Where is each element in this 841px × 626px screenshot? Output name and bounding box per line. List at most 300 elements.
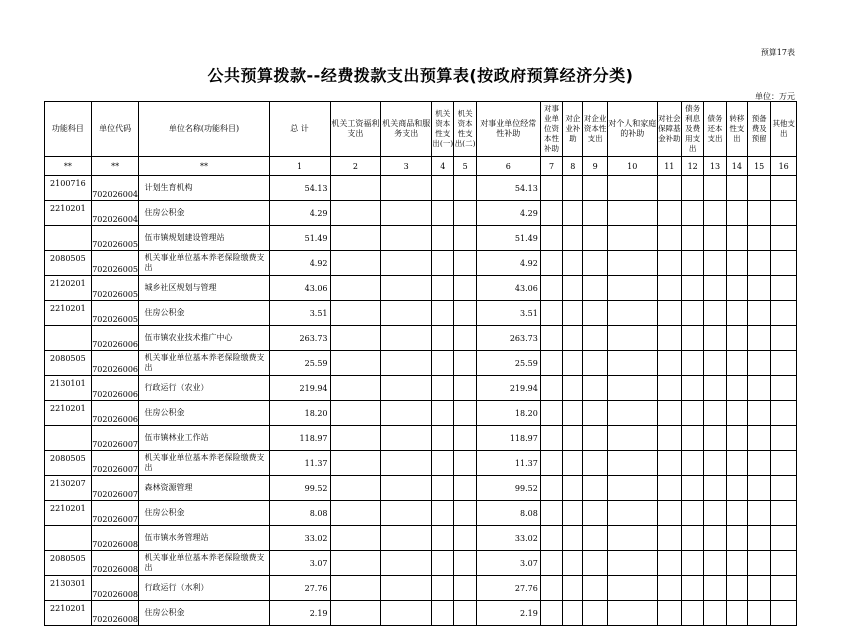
total-cell: 118.97 [269, 426, 330, 451]
amount-cell [583, 301, 607, 326]
amount-cell [771, 176, 797, 201]
table-row [45, 501, 797, 526]
amount-cell [748, 251, 771, 276]
amount-cell [454, 301, 476, 326]
amount-cell [454, 376, 476, 401]
unit-code-cell: 702026007 [91, 451, 139, 476]
amount-cell [704, 226, 726, 251]
col-header: 机关商品和服务支出 [381, 102, 432, 157]
amount-cell [583, 476, 607, 501]
amount-cell: 4.92 [476, 251, 540, 276]
amount-cell [607, 576, 657, 601]
index-cell: ** [91, 157, 139, 176]
amount-cell [682, 326, 704, 351]
table-row [45, 451, 797, 476]
page-title: 公共预算拨款--经费拨款支出预算表(按政府预算经济分类) [207, 66, 634, 85]
amount-cell [381, 376, 432, 401]
amount-cell [540, 576, 562, 601]
amount-cell [432, 526, 454, 551]
amount-cell [657, 451, 681, 476]
amount-cell [682, 601, 704, 626]
amount-cell [432, 176, 454, 201]
amount-cell [454, 451, 476, 476]
amount-cell [540, 301, 562, 326]
table-row [45, 176, 797, 201]
amount-cell: 263.73 [476, 326, 540, 351]
index-row [45, 157, 797, 176]
unit-code-cell: 702026005 [91, 251, 139, 276]
amount-cell [657, 376, 681, 401]
amount-cell [583, 526, 607, 551]
col-header: 对企业补助 [563, 102, 583, 157]
amount-cell [540, 426, 562, 451]
amount-cell [657, 426, 681, 451]
amount-cell [657, 576, 681, 601]
amount-cell [563, 576, 583, 601]
index-cell: 5 [454, 157, 476, 176]
amount-cell [771, 326, 797, 351]
amount-cell [330, 301, 381, 326]
amount-cell [682, 426, 704, 451]
amount-cell [454, 201, 476, 226]
amount-cell [771, 276, 797, 301]
table-row [45, 401, 797, 426]
unit-name-cell: 机关事业单位基本养老保险缴费支出 [139, 551, 269, 576]
amount-cell [726, 226, 747, 251]
amount-cell [540, 376, 562, 401]
unit-name-cell: 森林资源管理 [139, 476, 269, 501]
amount-cell [432, 601, 454, 626]
amount-cell [563, 551, 583, 576]
unit-name-cell: 住房公积金 [139, 401, 269, 426]
amount-cell [704, 401, 726, 426]
amount-cell [563, 401, 583, 426]
amount-cell [381, 176, 432, 201]
amount-cell [330, 351, 381, 376]
amount-cell [330, 276, 381, 301]
amount-cell [748, 276, 771, 301]
amount-cell [771, 601, 797, 626]
amount-cell [381, 351, 432, 376]
index-cell: 4 [432, 157, 454, 176]
amount-cell [771, 576, 797, 601]
amount-cell [682, 201, 704, 226]
amount-cell [657, 551, 681, 576]
total-cell: 18.20 [269, 401, 330, 426]
amount-cell [330, 476, 381, 501]
index-cell: 16 [771, 157, 797, 176]
amount-cell [583, 376, 607, 401]
amount-cell [607, 526, 657, 551]
col-header: 其他支出 [771, 102, 797, 157]
amount-cell [583, 551, 607, 576]
amount-cell [682, 501, 704, 526]
total-cell: 3.07 [269, 551, 330, 576]
total-cell: 3.51 [269, 301, 330, 326]
unit-name-cell: 伍市镇林业工作站 [139, 426, 269, 451]
amount-cell [454, 576, 476, 601]
col-header: 预备费及预留 [748, 102, 771, 157]
amount-cell [657, 326, 681, 351]
amount-cell [771, 351, 797, 376]
index-cell: 13 [704, 157, 726, 176]
amount-cell [330, 526, 381, 551]
amount-cell [748, 226, 771, 251]
unit-name-cell: 机关事业单位基本养老保险缴费支出 [139, 351, 269, 376]
amount-cell [726, 376, 747, 401]
amount-cell [607, 251, 657, 276]
index-cell: 15 [748, 157, 771, 176]
unit-name-cell: 机关事业单位基本养老保险缴费支出 [139, 451, 269, 476]
function-code-cell: 2210201 [45, 401, 92, 426]
amount-cell [330, 451, 381, 476]
total-cell: 2.19 [269, 601, 330, 626]
amount-cell: 99.52 [476, 476, 540, 501]
unit-code-cell: 702026007 [91, 426, 139, 451]
total-cell: 43.06 [269, 276, 330, 301]
amount-cell [726, 401, 747, 426]
amount-cell [583, 226, 607, 251]
amount-cell: 219.94 [476, 376, 540, 401]
amount-cell [682, 226, 704, 251]
amount-cell [657, 526, 681, 551]
unit-code-cell: 702026007 [91, 476, 139, 501]
col-header: 债务还本支出 [704, 102, 726, 157]
amount-cell: 18.20 [476, 401, 540, 426]
unit-code-cell: 702026006 [91, 376, 139, 401]
amount-cell [454, 426, 476, 451]
amount-cell [583, 326, 607, 351]
amount-cell [771, 226, 797, 251]
amount-cell [607, 551, 657, 576]
amount-cell [657, 276, 681, 301]
amount-cell [607, 301, 657, 326]
unit-code-cell: 702026006 [91, 401, 139, 426]
amount-cell [771, 501, 797, 526]
table-row [45, 251, 797, 276]
unit-name-cell: 行政运行（农业） [139, 376, 269, 401]
unit-name-cell: 住房公积金 [139, 601, 269, 626]
amount-cell [657, 351, 681, 376]
amount-cell [381, 526, 432, 551]
table-row [45, 426, 797, 451]
total-cell: 25.59 [269, 351, 330, 376]
amount-cell [682, 526, 704, 551]
amount-cell [607, 326, 657, 351]
amount-cell [682, 276, 704, 301]
amount-cell [381, 251, 432, 276]
amount-cell [771, 451, 797, 476]
amount-cell [583, 576, 607, 601]
amount-cell [330, 401, 381, 426]
amount-cell [540, 326, 562, 351]
amount-cell [748, 376, 771, 401]
amount-cell [771, 526, 797, 551]
total-cell: 27.76 [269, 576, 330, 601]
amount-cell: 33.02 [476, 526, 540, 551]
index-cell: 2 [330, 157, 381, 176]
function-code-cell: 2130101 [45, 376, 92, 401]
table-row [45, 276, 797, 301]
total-cell: 219.94 [269, 376, 330, 401]
unit-code-cell: 702026004 [91, 176, 139, 201]
unit-label: 单位：万元 [755, 92, 795, 101]
amount-cell [330, 501, 381, 526]
col-header: 对事业单位经常性补助 [476, 102, 540, 157]
index-cell: ** [139, 157, 269, 176]
amount-cell [607, 226, 657, 251]
function-code-cell: 2210201 [45, 301, 92, 326]
amount-cell [583, 451, 607, 476]
amount-cell [657, 476, 681, 501]
amount-cell [454, 526, 476, 551]
index-cell: ** [45, 157, 92, 176]
unit-name-cell: 计划生育机构 [139, 176, 269, 201]
amount-cell [330, 176, 381, 201]
amount-cell [381, 201, 432, 226]
amount-cell [381, 501, 432, 526]
total-cell: 33.02 [269, 526, 330, 551]
unit-code-cell: 702026005 [91, 226, 139, 251]
amount-cell [704, 351, 726, 376]
amount-cell [381, 401, 432, 426]
amount-cell [748, 426, 771, 451]
amount-cell [748, 551, 771, 576]
amount-cell [330, 576, 381, 601]
function-code-cell: 2130207 [45, 476, 92, 501]
amount-cell [381, 576, 432, 601]
amount-cell [704, 601, 726, 626]
amount-cell [540, 601, 562, 626]
index-cell: 12 [682, 157, 704, 176]
amount-cell [454, 501, 476, 526]
amount-cell [432, 551, 454, 576]
total-cell: 51.49 [269, 226, 330, 251]
amount-cell [657, 201, 681, 226]
amount-cell [726, 176, 747, 201]
unit-code-cell: 702026006 [91, 351, 139, 376]
amount-cell [432, 376, 454, 401]
amount-cell [771, 476, 797, 501]
amount-cell: 27.76 [476, 576, 540, 601]
amount-cell: 8.08 [476, 501, 540, 526]
amount-cell [704, 251, 726, 276]
amount-cell [726, 601, 747, 626]
amount-cell [381, 451, 432, 476]
amount-cell [540, 176, 562, 201]
amount-cell [563, 226, 583, 251]
amount-cell [682, 351, 704, 376]
amount-cell [432, 301, 454, 326]
amount-cell [583, 176, 607, 201]
amount-cell [563, 501, 583, 526]
amount-cell [771, 201, 797, 226]
amount-cell [454, 251, 476, 276]
function-code-cell: 2210201 [45, 201, 92, 226]
amount-cell [563, 251, 583, 276]
amount-cell [540, 401, 562, 426]
amount-cell: 51.49 [476, 226, 540, 251]
amount-cell [330, 201, 381, 226]
amount-cell [771, 251, 797, 276]
amount-cell [583, 601, 607, 626]
amount-cell [607, 376, 657, 401]
amount-cell [454, 551, 476, 576]
amount-cell [607, 451, 657, 476]
function-code-cell: 2210201 [45, 501, 92, 526]
amount-cell [682, 576, 704, 601]
amount-cell [704, 501, 726, 526]
amount-cell [432, 401, 454, 426]
amount-cell [726, 201, 747, 226]
index-cell: 3 [381, 157, 432, 176]
amount-cell [563, 301, 583, 326]
amount-cell [704, 326, 726, 351]
amount-cell [607, 601, 657, 626]
table-row [45, 301, 797, 326]
total-cell: 4.92 [269, 251, 330, 276]
amount-cell [381, 476, 432, 501]
amount-cell [563, 526, 583, 551]
index-cell: 7 [540, 157, 562, 176]
amount-cell [330, 326, 381, 351]
amount-cell [704, 201, 726, 226]
amount-cell [607, 351, 657, 376]
unit-code-cell: 702026005 [91, 301, 139, 326]
amount-cell: 3.07 [476, 551, 540, 576]
amount-cell [682, 551, 704, 576]
amount-cell [432, 476, 454, 501]
total-cell: 54.13 [269, 176, 330, 201]
amount-cell [607, 476, 657, 501]
amount-cell [682, 451, 704, 476]
amount-cell: 3.51 [476, 301, 540, 326]
amount-cell [454, 351, 476, 376]
col-header: 单位代码 [91, 102, 139, 157]
amount-cell [563, 176, 583, 201]
col-header: 机关工资福利支出 [330, 102, 381, 157]
amount-cell [748, 601, 771, 626]
amount-cell [726, 476, 747, 501]
amount-cell [704, 526, 726, 551]
col-header: 转移性支出 [726, 102, 747, 157]
unit-name-cell: 伍市镇农业技术推广中心 [139, 326, 269, 351]
amount-cell: 43.06 [476, 276, 540, 301]
amount-cell [748, 201, 771, 226]
amount-cell [454, 401, 476, 426]
amount-cell [748, 451, 771, 476]
amount-cell [748, 176, 771, 201]
amount-cell [432, 326, 454, 351]
col-header: 对个人和家庭的补助 [607, 102, 657, 157]
table-row [45, 351, 797, 376]
unit-name-cell: 伍市镇规划建设管理站 [139, 226, 269, 251]
amount-cell [771, 551, 797, 576]
table-row [45, 326, 797, 351]
function-code-cell: 2130301 [45, 576, 92, 601]
amount-cell [454, 326, 476, 351]
amount-cell [726, 576, 747, 601]
total-cell: 11.37 [269, 451, 330, 476]
amount-cell [454, 176, 476, 201]
amount-cell [726, 551, 747, 576]
total-cell: 99.52 [269, 476, 330, 501]
unit-name-cell: 行政运行（水利） [139, 576, 269, 601]
amount-cell [330, 376, 381, 401]
amount-cell [682, 251, 704, 276]
total-cell: 8.08 [269, 501, 330, 526]
amount-cell [657, 301, 681, 326]
amount-cell [682, 376, 704, 401]
amount-cell [583, 401, 607, 426]
table-row [45, 551, 797, 576]
unit-code-cell: 702026006 [91, 326, 139, 351]
amount-cell [330, 551, 381, 576]
function-code-cell [45, 326, 92, 351]
total-cell: 4.29 [269, 201, 330, 226]
amount-cell [657, 601, 681, 626]
amount-cell [540, 551, 562, 576]
amount-cell [540, 201, 562, 226]
amount-cell [748, 301, 771, 326]
function-code-cell: 2120201 [45, 276, 92, 301]
amount-cell [454, 601, 476, 626]
unit-name-cell: 伍市镇水务管理站 [139, 526, 269, 551]
index-cell: 11 [657, 157, 681, 176]
amount-cell [748, 401, 771, 426]
amount-cell [748, 351, 771, 376]
amount-cell [540, 501, 562, 526]
amount-cell [381, 301, 432, 326]
function-code-cell: 2080505 [45, 251, 92, 276]
index-cell: 9 [583, 157, 607, 176]
amount-cell [563, 376, 583, 401]
amount-cell [704, 376, 726, 401]
function-code-cell [45, 526, 92, 551]
table-body [45, 176, 797, 626]
amount-cell [540, 276, 562, 301]
amount-cell [607, 176, 657, 201]
table-row [45, 201, 797, 226]
amount-cell [704, 576, 726, 601]
col-header: 对社会保障基金补助 [657, 102, 681, 157]
amount-cell [563, 426, 583, 451]
col-header: 总 计 [269, 102, 330, 157]
amount-cell [657, 176, 681, 201]
table-row [45, 226, 797, 251]
unit-code-cell: 702026007 [91, 501, 139, 526]
amount-cell [432, 276, 454, 301]
amount-cell [704, 301, 726, 326]
amount-cell [682, 301, 704, 326]
amount-cell [432, 576, 454, 601]
amount-cell [726, 326, 747, 351]
function-code-cell [45, 226, 92, 251]
amount-cell: 118.97 [476, 426, 540, 451]
unit-name-cell: 住房公积金 [139, 301, 269, 326]
amount-cell: 54.13 [476, 176, 540, 201]
col-header: 对事业单位资本性补助 [540, 102, 562, 157]
table-row [45, 576, 797, 601]
amount-cell [563, 351, 583, 376]
amount-cell [748, 576, 771, 601]
amount-cell [771, 426, 797, 451]
amount-cell [540, 476, 562, 501]
amount-cell [330, 426, 381, 451]
amount-cell [771, 401, 797, 426]
amount-cell [563, 276, 583, 301]
index-cell: 8 [563, 157, 583, 176]
